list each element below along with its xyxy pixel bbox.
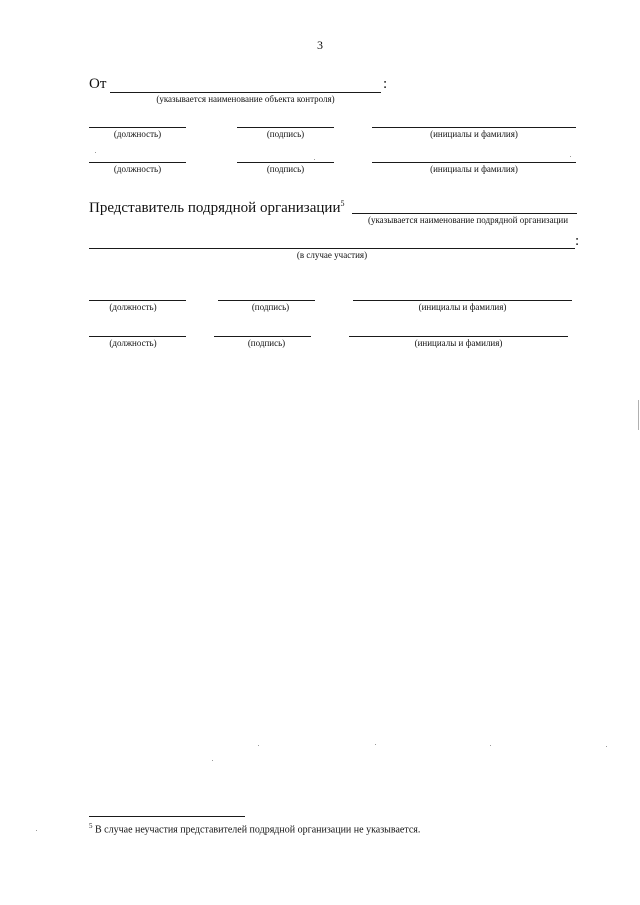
position-line [89, 162, 186, 163]
scan-speck [570, 156, 571, 157]
signature-caption: (подпись) [247, 338, 286, 348]
page-number: 3 [317, 38, 323, 52]
from-label: От [89, 76, 107, 92]
signature-line [218, 300, 315, 301]
name-line [349, 336, 568, 337]
participation-caption: (в случае участия) [296, 250, 368, 260]
footnote-separator [89, 816, 245, 817]
scan-speck [212, 760, 213, 761]
position-caption: (должность) [109, 338, 157, 348]
scan-speck [95, 152, 96, 153]
scan-speck [36, 830, 37, 831]
name-caption: (инициалы и фамилия) [418, 302, 507, 312]
scan-speck [375, 744, 376, 745]
contractor-colon: : [575, 233, 580, 249]
contractor-label-text: Представитель подрядной организации [89, 200, 341, 216]
name-caption: (инициалы и фамилия) [430, 129, 518, 139]
scan-speck [258, 745, 259, 746]
name-line [372, 127, 576, 128]
footnote [89, 822, 420, 835]
signature-line [214, 336, 311, 337]
object-name-line [110, 92, 381, 93]
contractor-name-continuation-line [89, 248, 575, 249]
signature-line [237, 162, 334, 163]
signature-caption: (подпись) [251, 302, 290, 312]
scan-speck [490, 745, 491, 746]
contractor-name-line [352, 213, 577, 214]
name-caption: (инициалы и фамилия) [430, 164, 518, 174]
position-caption: (должность) [109, 302, 157, 312]
footnote-text: В случае неучастия представителей подрядной организации не указывается. [95, 824, 421, 836]
footnote-number: 5 [89, 822, 93, 830]
signature-caption: (подпись) [266, 129, 305, 139]
signature-caption: (подпись) [266, 164, 305, 174]
position-line [89, 300, 186, 301]
position-line [89, 127, 186, 128]
position-line [89, 336, 186, 337]
contractor-label [89, 199, 344, 217]
object-name-caption: (указывается наименование объекта контроля) [156, 94, 335, 104]
name-line [353, 300, 572, 301]
name-line [372, 162, 576, 163]
scan-speck [606, 746, 607, 747]
contractor-name-caption: (указывается наименование подрядной организации [367, 215, 569, 225]
scan-speck [314, 159, 315, 160]
position-caption: (должность) [113, 129, 162, 139]
from-colon: : [383, 76, 388, 92]
name-caption: (инициалы и фамилия) [414, 338, 503, 348]
signature-line [237, 127, 334, 128]
footnote-mark: 5 [340, 199, 345, 208]
position-caption: (должность) [113, 164, 162, 174]
scan-edge-mark [638, 400, 639, 430]
